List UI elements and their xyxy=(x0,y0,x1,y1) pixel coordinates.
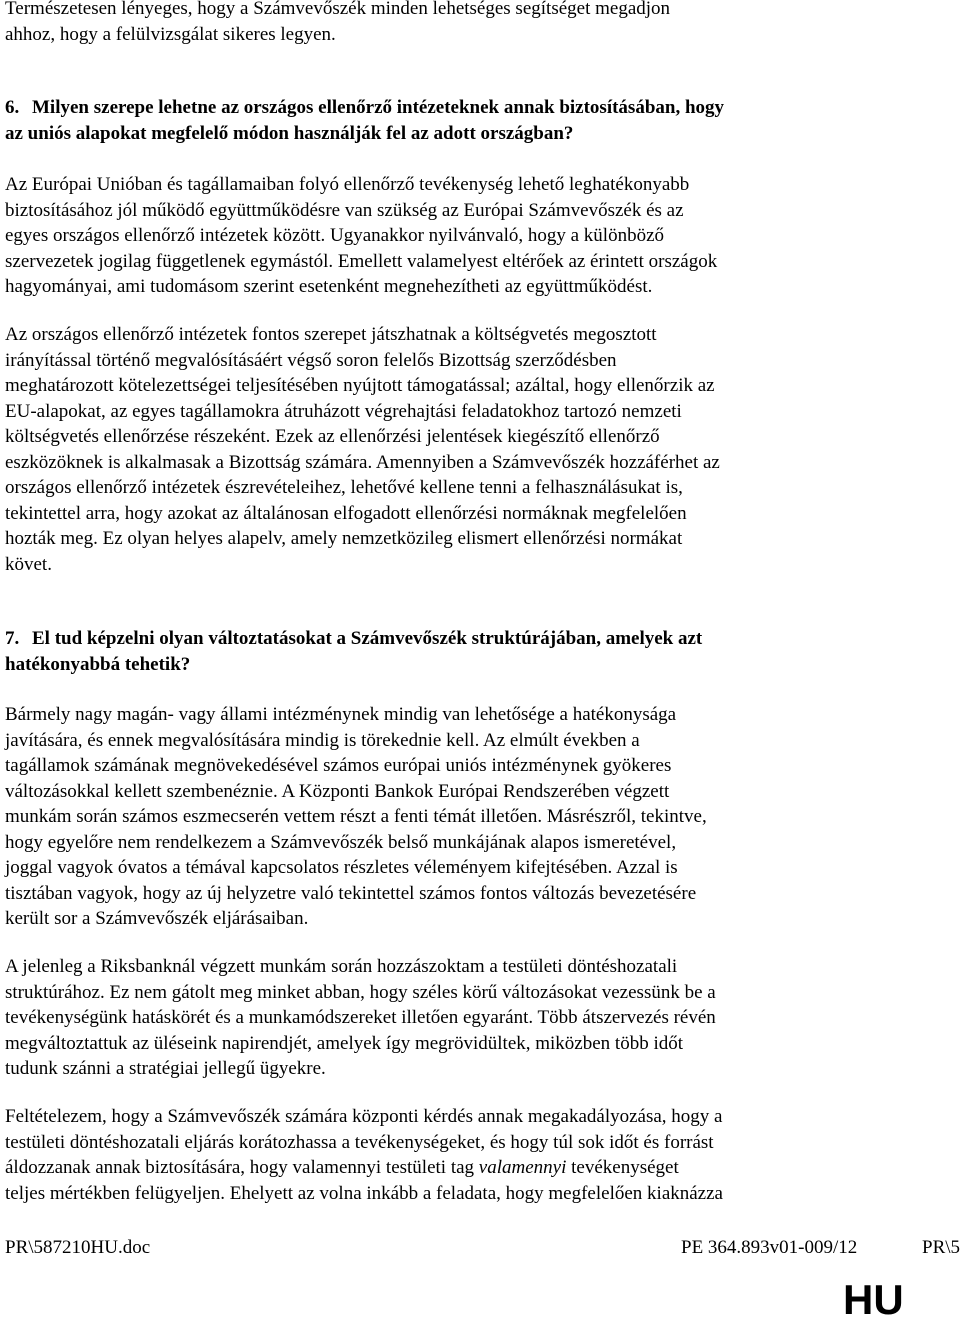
text-line: javítására, és ennek megvalósítására mindig is törekednie kell. Az elmúlt években a xyxy=(5,729,640,751)
text-line: tekintettel arra, hogy azokat az általánosan elfogadott ellenőrzési normáknak megfelelően xyxy=(5,502,687,524)
text-line: hogy egyelőre nem rendelkezem a Számvevőszék belső munkájának alapos ismeretével, xyxy=(5,831,677,853)
text-line: áldozzanak annak biztosítására, hogy valamennyi testületi tag xyxy=(5,1157,475,1178)
question-number: 7. xyxy=(5,628,20,649)
text-line: Bármely nagy magán- vagy állami intézménynek mindig van lehetősége a hatékonysága xyxy=(5,704,677,725)
text-line: Az országos ellenőrző intézetek fontos szerepet játszhatnak a költségvetés megosztott xyxy=(5,324,657,345)
text-line: EU-alapokat, az egyes tagállamokra átruházott végrehajtási feladatokhoz tartozó nemzeti xyxy=(5,400,682,422)
text-line: egyes országos ellenőrző intézetek között. Ugyanakkor nyilvánvaló, hogy a különböző xyxy=(5,225,664,246)
footer-right: PR\5 xyxy=(922,1237,960,1258)
text-line: tagállamok számának megnövekedésével számos európai uniós intézménynek gyökeres xyxy=(5,755,672,776)
text-line: testületi döntéshozatali eljárás korátozhassa a tevékenységeket, és hogy túl sok időt és forrást xyxy=(5,1131,714,1153)
text-line: megváltoztattuk az üléseink napirendjét, amelyek így megrövidültek, miközben több időt xyxy=(5,1032,684,1054)
text-line: irányítással történő megvalósításáért végső soron felelős Bizottság szerződésben xyxy=(5,349,617,371)
text-line: meghatározott kötelezettségei teljesítésében nyújtott támogatással; azáltal, hogy ellenőrzik az xyxy=(5,375,715,396)
text-line: költségvetés ellenőrzése részeként. Ezek az ellenőrzési jelentések kiegészítő ellenőrző xyxy=(5,426,660,447)
text-line: struktúrához. Ez nem gátolt meg minket abban, hogy széles körű változásokat vezessünk be a xyxy=(5,981,716,1003)
footer-reference: PE 364.893v01-009/12 xyxy=(681,1237,858,1258)
paragraph-2 xyxy=(5,322,955,577)
question-text: az uniós alapokat megfelelő módon használják fel az adott országban? xyxy=(5,122,574,144)
question-number: 6. xyxy=(5,97,20,118)
text-line: joggal vagyok óvatos a témával kapcsolatos részletes véleményem kifejtésében. Azzal is xyxy=(5,857,678,878)
text-line: teljes mértékben felügyeljen. Ehelyett az volna inkább a feladata, hogy megfelelően kiaknázza xyxy=(5,1182,723,1204)
text-line: szervezetek jogilag függetlenek egymástól. Emellett valamelyest eltérőek az érintett országok xyxy=(5,250,718,272)
paragraph-3 xyxy=(5,702,955,932)
text-line: változásokkal kellett szembenéznie. A Központi Bankok Európai Rendszerében végzett xyxy=(5,780,670,802)
text-line: eszközöknek is alkalmasak a Bizottság számára. Amennyiben a Számvevőszék hozzáférhet az xyxy=(5,451,720,473)
text-line: követ. xyxy=(5,553,52,575)
text-line: A jelenleg a Riksbanknál végzett munkám során hozzászoktam a testületi döntéshozatali xyxy=(5,956,678,977)
text-line-tail: tevékenységet xyxy=(566,1157,679,1178)
text-line: Feltételezem, hogy a Számvevőszék számára központi kérdés annak megakadályozása, hogy a xyxy=(5,1106,723,1127)
question-text: Milyen szerepe lehetne az országos ellenőrző intézeteknek annak biztosításában, hogy xyxy=(32,97,725,118)
intro-paragraph xyxy=(5,0,955,47)
question-text: hatékonyabbá tehetik? xyxy=(5,653,191,675)
question-6 xyxy=(5,95,955,146)
text-line: hagyományai, ami tudomásom szerint esetenként megnehezítheti az együttműködést. xyxy=(5,276,653,297)
text-line: Természetesen lényeges, hogy a Számvevőszék minden lehetséges segítséget megadjon xyxy=(5,0,671,19)
text-line: országos ellenőrző intézetek észrevételeihez, lehetővé kellene tenni a felhasználásukat is, xyxy=(5,477,683,498)
text-line: tevékenységünk hatáskörét és a munkamódszereket illetően egyaránt. Több átszervezés révén xyxy=(5,1007,716,1028)
footer-doc-name: PR\587210HU.doc xyxy=(5,1237,151,1258)
paragraph-5 xyxy=(5,1104,955,1206)
text-line: került sor a Számvevőszék eljárásaiban. xyxy=(5,908,309,929)
text-line: tisztában vagyok, hogy az új helyzetre való tekintettel számos fontos változás bevezetésére xyxy=(5,882,697,904)
text-line: hozták meg. Ez olyan helyes alapelv, amely nemzetközileg elismert ellenőrzési normákat xyxy=(5,528,683,549)
question-text: El tud képzelni olyan változtatásokat a Számvevőszék struktúrájában, amelyek azt xyxy=(32,628,703,649)
text-line: biztosításához jól működő együttműködésre van szükség az Európai Számvevőszék és az xyxy=(5,199,684,221)
text-line: munkám során számos eszmecserén vettem részt a fenti témát illetően. Másrészről, tekintve, xyxy=(5,806,707,827)
language-code: HU xyxy=(843,1276,904,1323)
paragraph-4 xyxy=(5,954,955,1082)
italic-word: valamennyi xyxy=(478,1157,567,1178)
question-7 xyxy=(5,626,955,677)
paragraph-1 xyxy=(5,172,955,300)
text-line: Az Európai Unióban és tagállamaiban folyó ellenőrző tevékenység lehető leghatékonyabb xyxy=(5,174,690,195)
text-line: tudunk szánni a stratégiai jellegű ügyekre. xyxy=(5,1058,326,1079)
text-line: ahhoz, hogy a felülvizsgálat sikeres legyen. xyxy=(5,23,336,45)
